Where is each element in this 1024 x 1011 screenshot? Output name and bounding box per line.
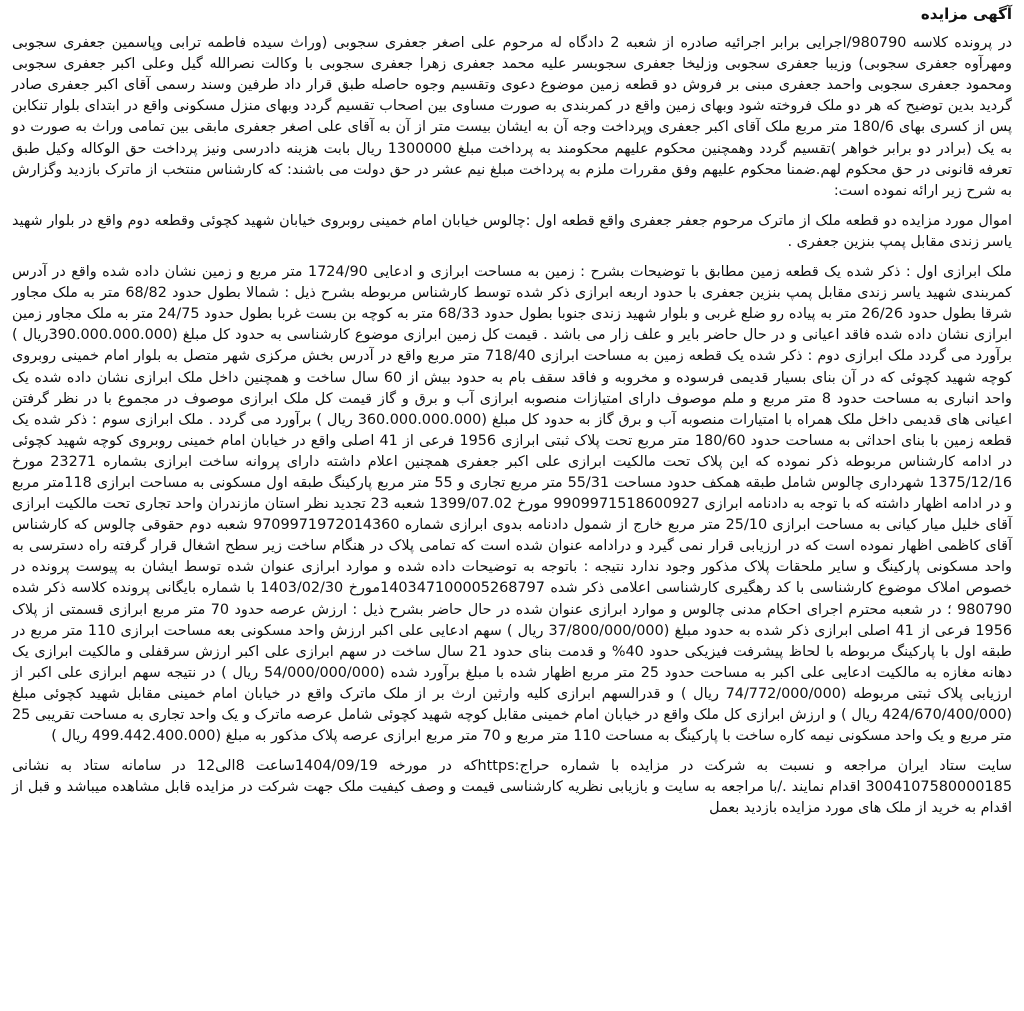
participation-paragraph: سایت ستاد ایران مراجعه و نسبت به شرکت در مزایده با شماره حراج:httpsکه در مورخه 1404/09/19ساعت 8الی12 در سامانه ستاد به نشانی 3004107580000185 اقدام نمایند ./با مراجعه به سایت و بازیابی نظریه کارشناسی قیمت و وصف کیفیت ملک جهت شرکت در مزایده قابل مشاهده میباشد و قبل از اقدام به خرید از ملک های مورد مزایده بازدید بعمل	[12, 758, 1012, 817]
notice-title: آگهی مزایده	[920, 5, 1012, 23]
case-paragraph: در پرونده کلاسه 980790/اجرایی برابر اجرائیه صادره از شعبه 2 دادگاه له مرحوم علی اصغر جعفری سجوبی (وراث سیده فاطمه ترابی وپاسمین جعفری سجوبی ومهرآوه جعفری سجوبی) وزیبا جعفری سجوبی وزلیخا جعفری سجوبسر علیه محمد جعفری زهرا جعفری سجوبی با وکالت نصرالله گیل وعلی اکبر جعفری سجوبی ومحمود جعفری سجوبی واحمد جعفری مبنی بر فروش دو قطعه زمین موضوع دعوی وتقسیم وجوه حاصله طبق قرار داد طرفین وسند رسمی آقای اکبر جعفری صادر گردید بدین توضیح که هر دو ملک فروخته شود وبهای زمین واقع در کمربندی به صورت مساوی بین اصحاب تقسیم گردد وبهای منزل مسکونی واقع در ابتدای بلوار تنکابن پس از کسری بهای 180/6 متر مربع ملک آقای اکبر جعفری وپرداخت وجه آن به ایشان بیست متر از آن به آقای علی اصغر جعفری مابقی بین تمامی وراث به صورت دو به یک (برادر دو برابر خواهر )تقسیم گردد وهمچنین محکوم علیهم محکومند به پرداخت مبلغ 1300000 ریال بابت هزینه دادرسی ونیز پرداخت حق الوکاله وکیل طبق تعرفه قانونی در حق محکوم لهم.ضمنا محکوم علیهم وفق مقررات ملزم به پرداخت مبلغ نیم عشر در حق دولت می باشند: که کارشناس منتخب از ماترک بازدید وگزارش به شرح زیر ارائه نموده است:	[12, 35, 1012, 199]
property-details-paragraph: ملک ابرازی اول : ذکر شده یک قطعه زمین مطابق با توضیحات بشرح : زمین به مساحت ابرازی و ادعایی 1724/90 متر مربع و زمین نشان داده شده واقع در آدرس کمربندی شهید یاسر زندی مقابل پمپ بنزین جعفری با حدود اربعه ابرازی ذکر شده توسط کارشناس مربوطه بشرح ذیل : شمالا بطول حدود 68/82 متر به ملک مجاور شرقا بطول حدود 26/26 متر به پیاده رو ضلع غربی و بلوار شهید زندی جنوبا بطول حدود 68/33 متر به کوچه بن بست غربا بطول حدود 24/75 متر به ملک مجاور زمین ابرازی نشان داده شده فاقد اعیانی و در حال حاضر بایر و علف زار می باشد . قیمت کل زمین ابرازی موضوع کارشناسی به حدود کل مبلغ (390.000.000.000ریال ) برآورد می گردد ملک ابرازی دوم : ذکر شده یک قطعه زمین به مساحت ابرازی 718/40 متر مربع واقع در آدرس بخش مرکزی شهر متصل به بلوار امام خمینی روبروی کوچه شهید کچوئی که در آن بنای بسیار قدیمی فرسوده و مخروبه و فاقد سقف بام به حدود بیش از 60 سال ساخت و همچنین داخل ملک ابرازی نشان داده شده یک واحد انباری به مساحت حدود 8 متر مربع و ملم موصوف دارای امتیازات منصوبه ابرازی آب و برق و گاز قیمت کل ملک ابرازی موصوف در مجموع با در نظر گرفتن اعیانی های قدیمی داخل ملک همراه با امتیارات منصوبه آب و برق گاز به حدود کل مبلغ (360.000.000.000 ریال ) برآورد می گردد . ملک ابرازی سوم : ذکر شده یک قطعه زمین با بنای احداثی به مساحت حدود 180/60 متر مربع تحت پلاک ثبتی ابرازی 1956 فرعی از 41 اصلی واقع در خیابان امام خمینی روبروی کوچه شهید کچوئی در ادامه کارشناس مربوطه ذکر نموده که این پلاک تحت مالکیت ابرازی علی اکبر جعفری همچنین اعلام داشته دارای پروانه ساخت ابرازی بشماره 23271 مورخ 1375/12/16 شهرداری چالوس شامل طبقه همکف حدود مساحت 55/31 متر مربع تجاری و 55 متر مربع پارکینگ طبقه اول مسکونی به مساحت ابرازی 118متر مربع و در ادامه اظهار داشته که با توجه به دادنامه ابرازی 9909971518600927 مورخ 1399/07.02 شعبه 23 تجدید نظر استان مازندران واحد تجاری تحت مالکیت ابرازی آقای خلیل میار کیانی به مساحت ابرازی 25/10 متر مربع خارج از شمول دادنامه بدوی ابرازی شماره 9709971972014360 شعبه دوم حقوقی چالوس که کارشناس آقای کاظمی اظهار نموده است که در ارزیابی قرار نمی گیرد و درادامه عنوان شده است که تمامی پلاک در هنگام ساخت زیر سطح اشغال قرار گرفته راه دسترسی به واحد مسکونی پارکینگ و سایر ملحقات پلاک مذکور وجود ندارد نتیجه : باتوجه به توضیحات داده شده و موارد ابرازی عنوان شده توسط ایشان به پیوست پرونده در خصوص املاک موضوع کارشناسی با کد رهگیری کارشناسی اعلامی ذکر شده 140347100005268797مورخ 1403/02/30 با شماره بایگانی پرونده کلاسه ذکر شده 980790 ؛ در شعبه محترم اجرای احکام مدنی چالوس و موارد ابرازی عنوان شده در حال حاضر بشرح ذیل : ارزش عرصه حدود 70 متر مربع ابرازی قسمتی از پلاک 1956 فرعی از 41 اصلی ابرازی ذکر شده به حدود مبلغ (37/800/000/000 ریال ) سهم ادعایی علی اکبر ارزش واحد مسکونی بعه مساحت ابرازی 110 متر مربع در طبقه اول با پارکینگ مربوطه با لحاظ پیشرفت فیزیکی حدود 40% و قدمت بنای حدود 21 سال ساخت در سهم ابرازی علی اکبر ارزش سرقفلی و مالکیت ابرازی یک دهانه مغازه به مالکیت ادعایی علی اکبر به مساحت حدود 25 متر مربع اظهار شده با مبلغ برآورد شده (54/000/000/000 ریال ) در نتیجه سهم ابرازی علی اکبر از ارزیابی پلاک ثبتی مربوطه (74/772/000/000 ریال ) و قدرالسهم ابرازی کلیه وارثین ارث بر از ملک ماترک واقع در خیابان امام خمینی مقابل شهید کچوئی مبلغ (424/670/400/000 ریال ) و ارزش ابرازی کل ملک واقع در خیابان امام خمینی مقابل کوچه شهید کچوئی شامل عرصه ماترک و یک واحد تجاری به مساحت تقریبی 25 متر مربع و یک واحد مسکونی نیمه کاره ساخت با پارکینگ به مساحت 110 متر مربع و 70 متر مربع ابرازی عرصه پلاک مذکور به مبلغ (499.442.400.000 ریال )	[12, 264, 1013, 745]
auction-property-paragraph: اموال مورد مزایده دو قطعه ملک از ماترک مرحوم جعفر جعفری واقع قطعه اول :چالوس خیابان امام خمینی روبروی خیابان شهید کچوئی وقطعه دوم واقع در بلوار شهید یاسر زندی مقابل پمپ بنزین جعفری .	[12, 212, 1012, 250]
